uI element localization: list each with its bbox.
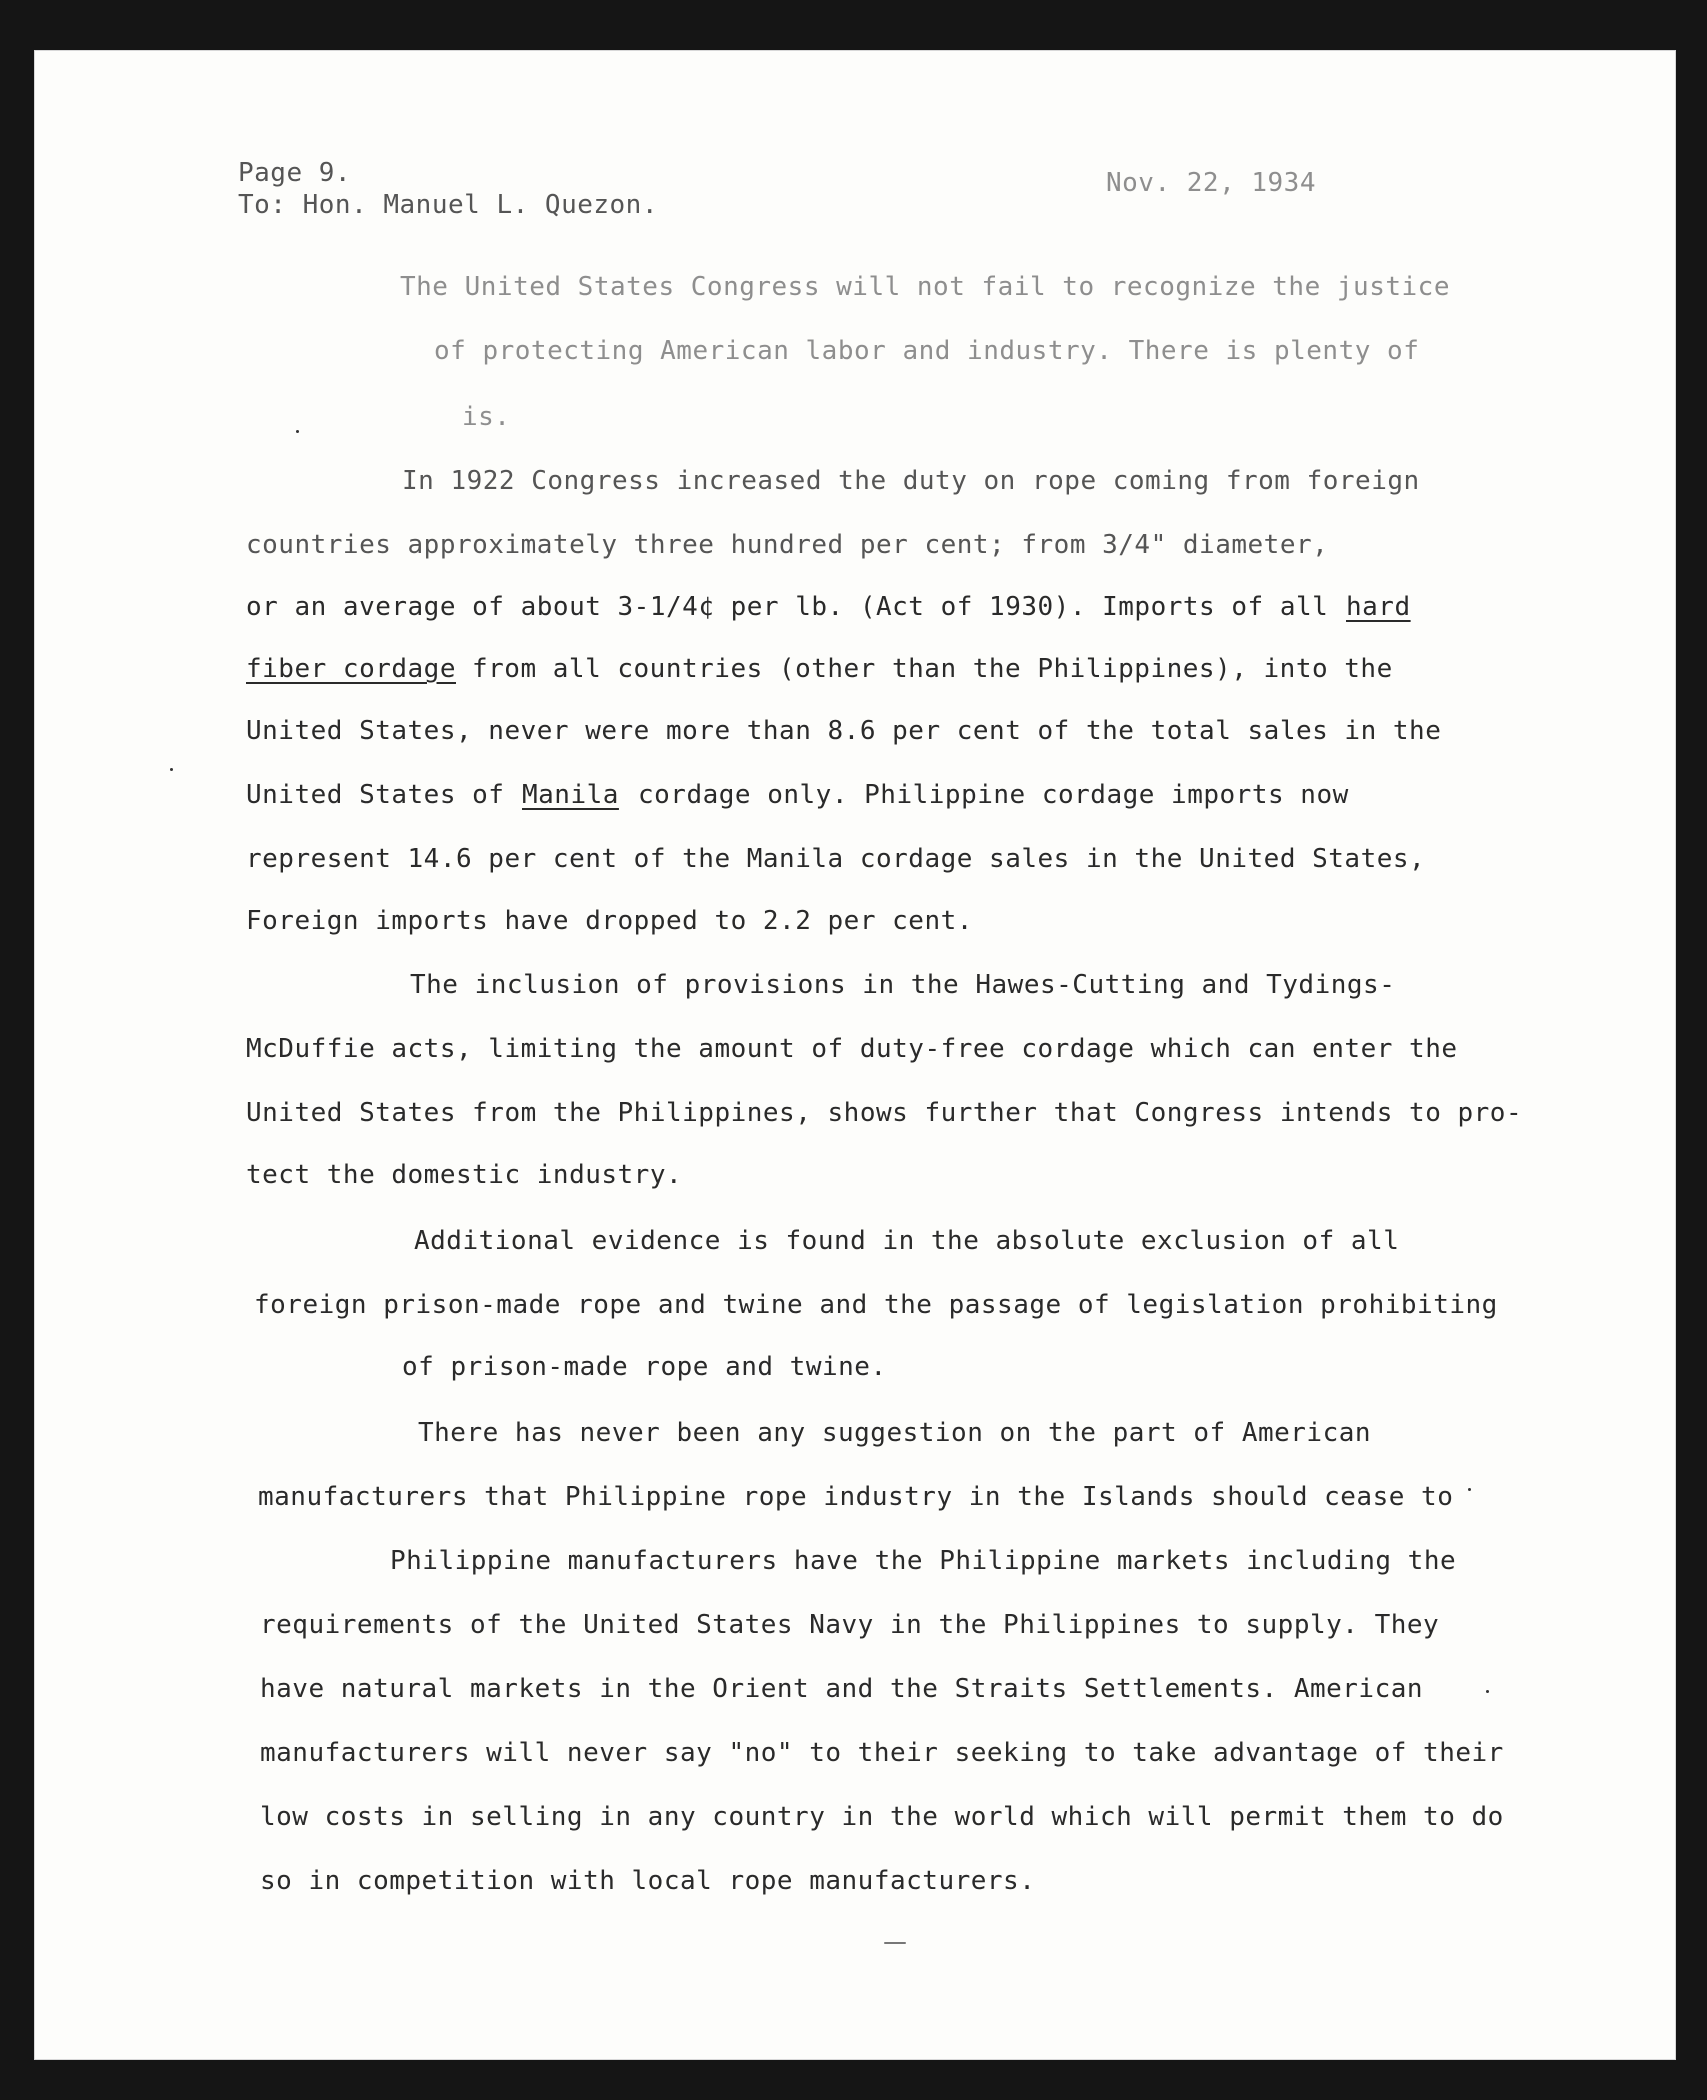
body-line: of prison-made rope and twine. <box>402 1352 887 1382</box>
body-line: of protecting American labor and industry. There is plenty of <box>434 336 1420 366</box>
body-line: have natural markets in the Orient and the Straits Settlements. American <box>260 1674 1424 1704</box>
body-line: from all countries (other than the Philippines), into the <box>472 654 1393 684</box>
underlined-term: hard <box>1346 592 1411 622</box>
body-line: Philippine manufacturers have the Philippine markets including the <box>390 1546 1457 1576</box>
body-line: low costs in selling in any country in the world which will permit them to do <box>260 1802 1504 1832</box>
body-line: countries approximately three hundred per cent; from 3/4" diameter, <box>246 530 1329 560</box>
body-line: is. <box>462 402 511 432</box>
body-line: or an average of about 3-1/4¢ per lb. (Act of 1930). Imports of all <box>246 592 1329 622</box>
underlined-term: fiber cordage <box>246 654 456 684</box>
body-line: United States of <box>246 780 505 810</box>
body-line: There has never been any suggestion on the part of American <box>418 1418 1372 1448</box>
scan-speck <box>1468 1488 1471 1491</box>
addressee-line: To: Hon. Manuel L. Quezon. <box>238 190 658 220</box>
body-line: so in competition with local rope manufacturers. <box>260 1866 1036 1896</box>
underlined-term: Manila <box>522 780 619 810</box>
body-line: United States from the Philippines, shows further that Congress intends to pro- <box>246 1098 1523 1128</box>
body-line: Additional evidence is found in the absolute exclusion of all <box>414 1226 1400 1256</box>
body-line: requirements of the United States Navy in the Philippines to supply. They <box>260 1610 1440 1640</box>
page-label: Page 9. <box>238 158 352 188</box>
body-line: foreign prison-made rope and twine and the passage of legislation prohibiting <box>254 1290 1498 1320</box>
letter-date: Nov. 22, 1934 <box>1106 168 1316 198</box>
body-line: The inclusion of provisions in the Hawes-Cutting and Tydings- <box>410 970 1396 1000</box>
document-page <box>34 50 1676 2060</box>
scan-speck <box>296 430 299 433</box>
body-line: In 1922 Congress increased the duty on rope coming from foreign <box>402 466 1420 496</box>
body-line: manufacturers that Philippine rope industry in the Islands should cease to <box>258 1482 1454 1512</box>
body-line: Foreign imports have dropped to 2.2 per cent. <box>246 906 973 936</box>
body-line: cordage only. Philippine cordage imports now <box>638 780 1349 810</box>
body-line: United States, never were more than 8.6 per cent of the total sales in the <box>246 716 1442 746</box>
scan-speck <box>170 768 173 771</box>
body-line: manufacturers will never say "no" to their seeking to take advantage of their <box>260 1738 1504 1768</box>
body-line: tect the domestic industry. <box>246 1160 683 1190</box>
body-line: The United States Congress will not fail to recognize the justice <box>400 272 1450 302</box>
body-line: McDuffie acts, limiting the amount of duty-free cordage which can enter the <box>246 1034 1458 1064</box>
scan-speck <box>1486 1690 1489 1693</box>
scan-speck <box>884 1942 906 1944</box>
body-line: represent 14.6 per cent of the Manila cordage sales in the United States, <box>246 844 1426 874</box>
